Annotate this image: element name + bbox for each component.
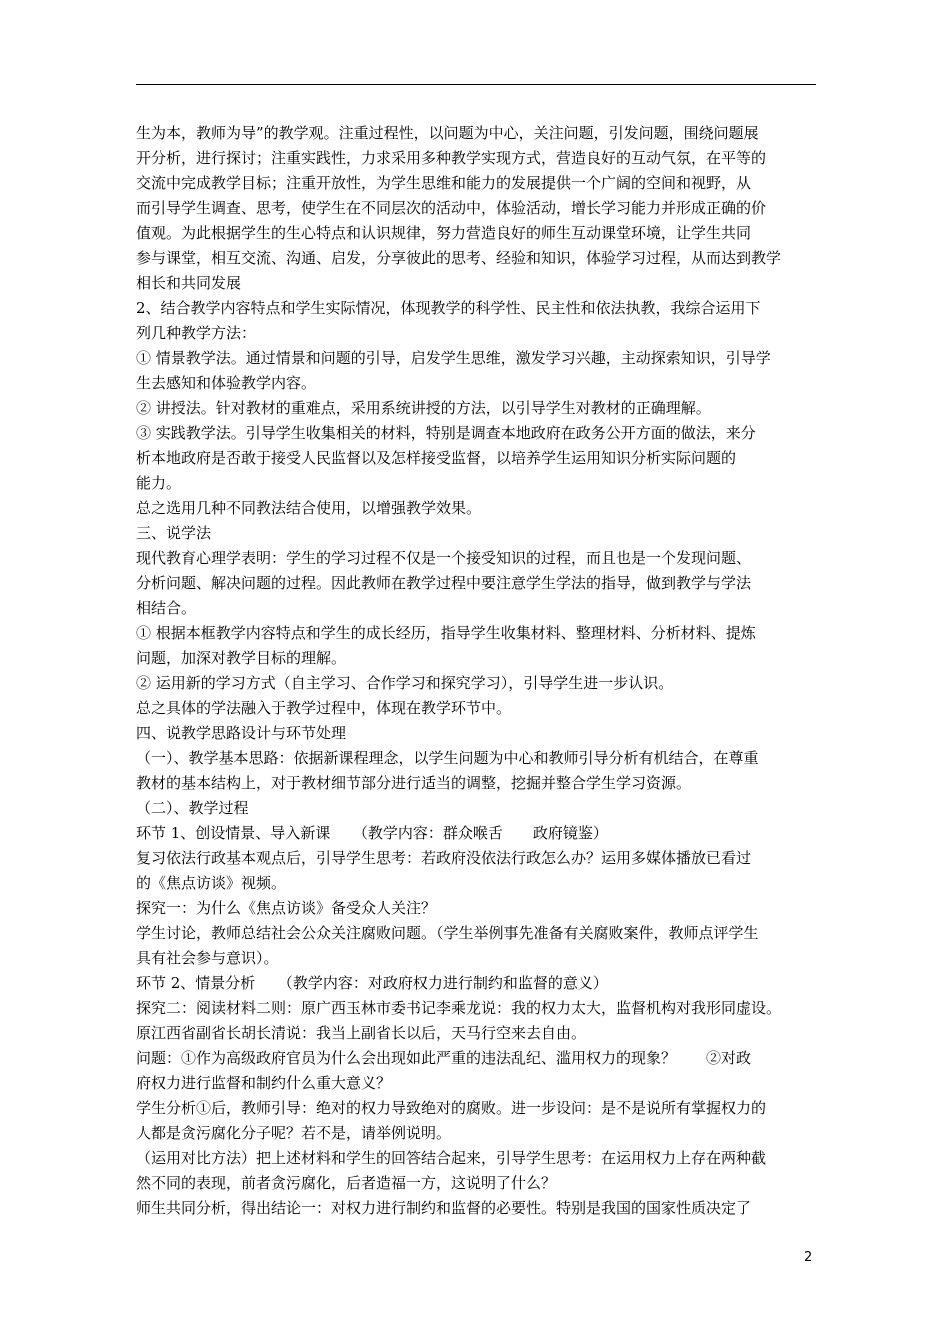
text-line: 参与课堂，相互交流、沟通、启发，分享彼此的思考、经验和知识，体验学习过程，从而达到教学 xyxy=(136,249,782,267)
text-line: 开分析，进行探讨；注重实践性，力求采用多种教学实现方式，营造良好的互动气氛，在平等的 xyxy=(136,149,767,167)
text-line: 值观。为此根据学生的生心特点和认识规律，努力营造良好的师生互动课堂环境，让学生共同 xyxy=(136,224,752,242)
text-line: 问题，加深对教学目标的理解。 xyxy=(136,649,347,667)
header-rule xyxy=(136,84,816,85)
text-line: 探究一：为什么《焦点访谈》备受众人关注？ xyxy=(136,899,437,917)
text-line: 现代教育心理学表明：学生的学习过程不仅是一个接受知识的过程，而且也是一个发现问题、 xyxy=(136,549,752,567)
text-line: ① 情景教学法。通过情景和问题的引导，启发学生思维，激发学习兴趣，主动探索知识，引导学 xyxy=(136,349,771,367)
text-line: 然不同的表现，前者贪污腐化，后者造福一方，这说明了什么？ xyxy=(136,1174,557,1192)
text-line: 环节 2、情景分析 （教学内容：对政府权力进行制约和监督的意义） xyxy=(136,974,608,992)
text-line: ③ 实践教学法。引导学生收集相关的材料，特别是调查本地政府在政务公开方面的做法，来分 xyxy=(136,424,756,442)
text-line: 析本地政府是否敢于接受人民监督以及怎样接受监督，以培养学生运用知识分析实际问题的 xyxy=(136,449,737,467)
document-body xyxy=(136,121,818,1221)
text-line: 列几种教学方法： xyxy=(136,324,257,342)
text-line: 府权力进行监督和制约什么重大意义？ xyxy=(136,1074,392,1092)
text-line: 环节 1、创设情景、导入新课 （教学内容：群众喉舌 政府镜鉴） xyxy=(136,824,608,842)
text-line: 三、说学法 xyxy=(136,524,212,542)
text-line: （一）、教学基本思路：依据新课程理念，以学生问题为中心和教师引导分析有机结合，在尊重 xyxy=(136,749,759,767)
text-line: ② 讲授法。针对教材的重难点，采用系统讲授的方法，以引导学生对教材的正确理解。 xyxy=(136,399,711,417)
text-line: ① 根据本框教学内容特点和学生的成长经历，指导学生收集材料、整理材料、分析材料、提炼 xyxy=(136,624,756,642)
text-line: （运用对比方法）把上述材料和学生的回答结合起来，引导学生思考：在运用权力上存在两种截 xyxy=(136,1149,767,1167)
text-line: ② 运用新的学习方式（自主学习、合作学习和探究学习），引导学生进一步认识。 xyxy=(136,674,674,692)
text-line: 分析问题、解决问题的过程。因此教师在教学过程中要注意学生学法的指导，做到教学与学法 xyxy=(136,574,752,592)
text-line: 的《焦点访谈》视频。 xyxy=(136,874,287,892)
text-line: （二）、教学过程 xyxy=(136,799,249,817)
text-line: 相结合。 xyxy=(136,599,197,617)
text-line: 学生讨论，教师总结社会公众关注腐败问题。（学生举例事先准备有关腐败案件，教师点评学生 xyxy=(136,924,759,942)
text-line: 问题：①作为高级政府官员为什么会出现如此严重的违法乱纪、滥用权力的现象？ ②对政 xyxy=(136,1049,752,1067)
text-line: 生为本，教师为导”的教学观。注重过程性，以问题为中心，关注问题，引发问题，围绕问题展 xyxy=(136,124,759,142)
text-line: 生去感知和体验教学内容。 xyxy=(136,374,317,392)
text-line: 具有社会参与意识）。 xyxy=(136,949,279,967)
text-line: 师生共同分析，得出结论一：对权力进行制约和监督的必要性。特别是我国的国家性质决定了 xyxy=(136,1199,752,1217)
text-line: 交流中完成教学目标；注重开放性，为学生思维和能力的发展提供一个广阔的空间和视野，从 xyxy=(136,174,752,192)
text-line: 复习依法行政基本观点后，引导学生思考：若政府没依法行政怎么办？运用多媒体播放已看过 xyxy=(136,849,752,867)
text-line: 原江西省副省长胡长清说：我当上副省长以后，天马行空来去自由。 xyxy=(136,1024,587,1042)
text-line: 人都是贪污腐化分子呢？若不是，请举例说明。 xyxy=(136,1124,452,1142)
text-line: 总之具体的学法融入于教学过程中，体现在教学环节中。 xyxy=(136,699,512,717)
page-number: 2 xyxy=(804,1250,813,1265)
text-line: 能力。 xyxy=(136,474,182,492)
text-line: 2、结合教学内容特点和学生实际情况，体现教学的科学性、民主性和依法执教，我综合运用下 xyxy=(136,299,761,317)
text-line: 总之选用几种不同教法结合使用，以增强教学效果。 xyxy=(136,499,482,517)
text-line: 四、说教学思路设计与环节处理 xyxy=(136,724,347,742)
text-line: 学生分析①后，教师引导：绝对的权力导致绝对的腐败。进一步设问：是不是说所有掌握权力的 xyxy=(136,1099,767,1117)
text-line: 探究二：阅读材料二则：原广西玉林市委书记李乘龙说：我的权力太大，监督机构对我形同虚设。 xyxy=(136,999,782,1017)
text-line: 相长和共同发展 xyxy=(136,274,242,292)
text-line: 而引导学生调查、思考，使学生在不同层次的活动中，体验活动，增长学习能力并形成正确的价 xyxy=(136,199,767,217)
text-line: 教材的基本结构上，对于教材细节部分进行适当的调整，挖掘并整合学生学习资源。 xyxy=(136,774,692,792)
